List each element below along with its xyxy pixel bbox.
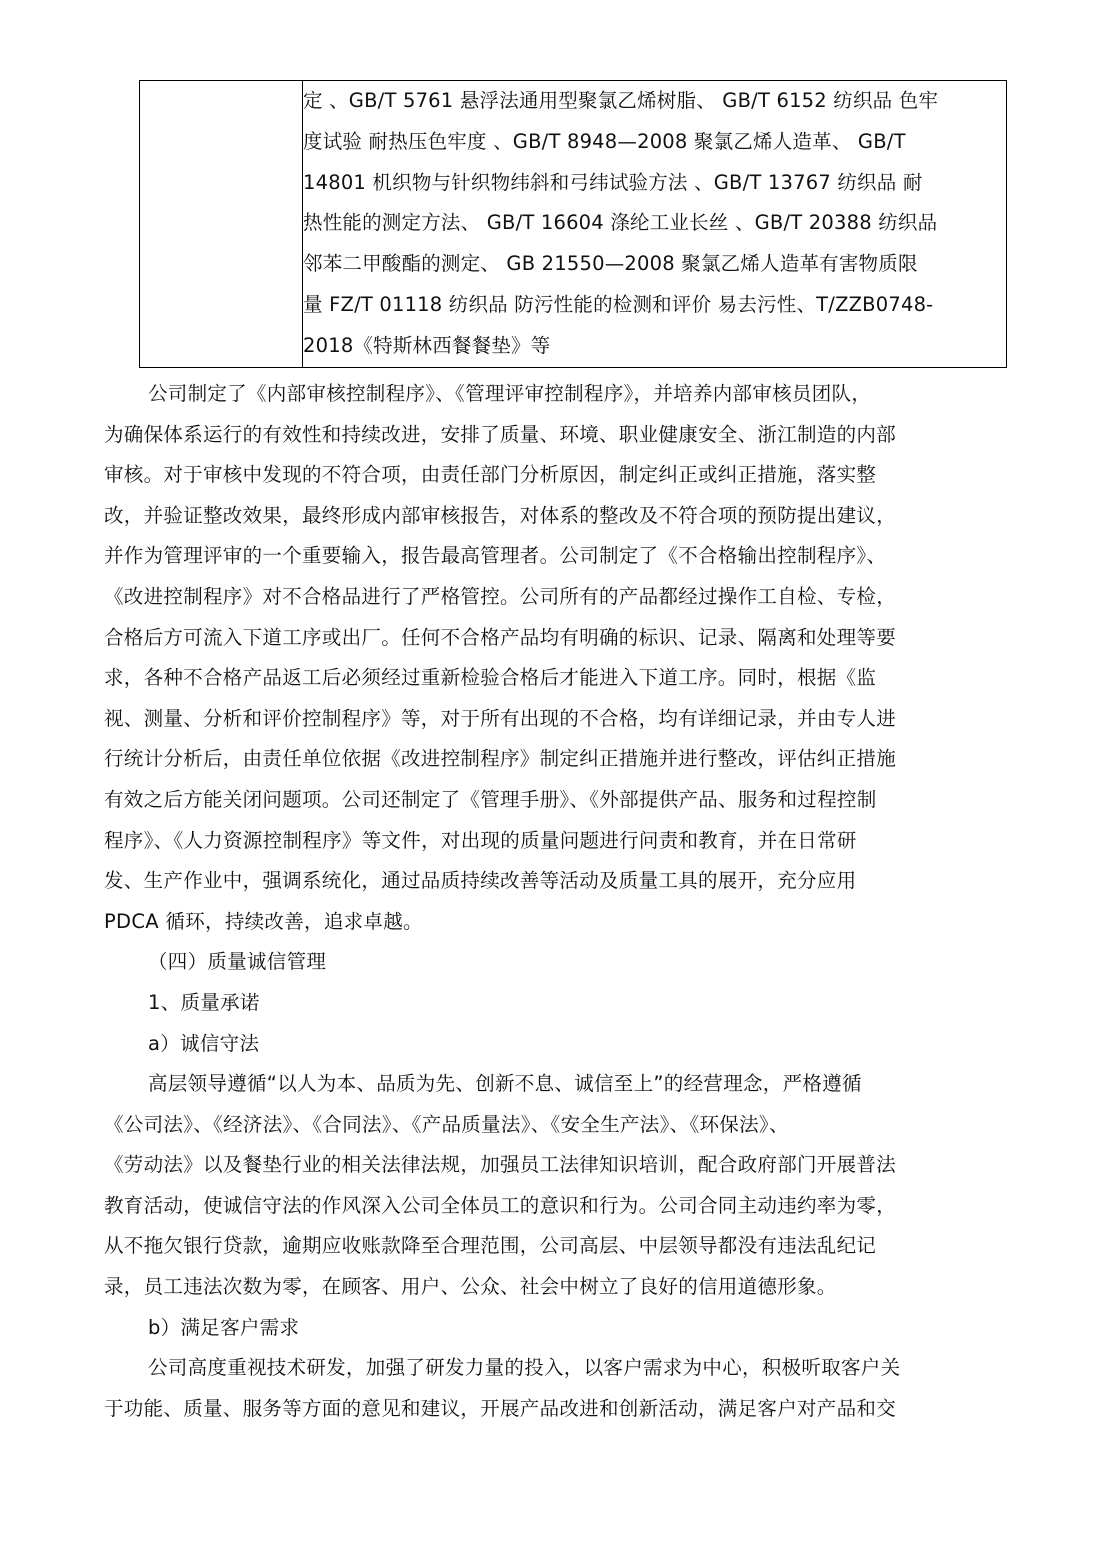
table-text-line: 量 FZ/T 01118 纺织品 防污性能的检测和评价 易去污性、T/ZZB0748- [303, 292, 934, 316]
paragraph-line: 审核。对于审核中发现的不符合项，由责任部门分析原因，制定纠正或纠正措施，落实整 [104, 463, 877, 487]
table-text-line: 热性能的测定方法、 GB/T 16604 涤纶工业长丝 、GB/T 20388 纺织品 [303, 211, 938, 235]
section-heading: （四）质量诚信管理 [148, 950, 327, 974]
paragraph-line: 行统计分析后，由责任单位依据《改进控制程序》制定纠正措施并进行整改，评估纠正措施 [104, 747, 897, 771]
paragraph-line: PDCA 循环，持续改善，追求卓越。 [104, 909, 423, 933]
item-heading: a）诚信守法 [148, 1031, 260, 1055]
paragraph-line: 并作为管理评审的一个重要输入，报告最高管理者。公司制定了《不合格输出控制程序》、 [104, 544, 887, 568]
paragraph-line: 高层领导遵循“以人为本、品质为先、创新不息、诚信至上”的经营理念，严格遵循 [148, 1072, 862, 1096]
subsection-heading: 1、质量承诺 [148, 990, 260, 1014]
paragraph-line: 录，员工违法次数为零，在顾客、用户、公众、社会中树立了良好的信用道德形象。 [104, 1275, 837, 1299]
item-heading: b）满足客户需求 [148, 1315, 300, 1339]
paragraph-line: 发、生产作业中，强调系统化，通过品质持续改善等活动及质量工具的展开，充分应用 [104, 869, 857, 893]
paragraph-line: 有效之后方能关闭问题项。公司还制定了《管理手册》、《外部提供产品、服务和过程控制 [104, 787, 877, 811]
paragraph-line: 合格后方可流入下道工序或出厂。任何不合格产品均有明确的标识、记录、隔离和处理等要 [104, 625, 897, 649]
table-text-line: 14801 机织物与针织物纬斜和弓纬试验方法 、GB/T 13767 纺织品 耐 [303, 170, 923, 194]
paragraph-line: 求，各种不合格产品返工后必须经过重新检验合格后才能进入下道工序。同时，根据《监 [104, 666, 877, 690]
paragraph-line: 于功能、质量、服务等方面的意见和建议，开展产品改进和创新活动，满足客户对产品和交 [104, 1396, 897, 1420]
standards-table [139, 80, 1007, 368]
paragraph-line: 公司高度重视技术研发，加强了研发力量的投入，以客户需求为中心，积极听取客户关 [148, 1356, 901, 1380]
table-cell-standards [303, 81, 1007, 368]
table-text-line: 定 、GB/T 5761 悬浮法通用型聚氯乙烯树脂、 GB/T 6152 纺织品 色牢 [303, 89, 939, 112]
paragraph-line: 视、测量、分析和评价控制程序》等，对于所有出现的不合格，均有详细记录，并由专人进 [104, 706, 897, 730]
paragraph-line: 从不拖欠银行贷款，逾期应收账款降至合理范围，公司高层、中层领导都没有违法乱纪记 [104, 1234, 877, 1258]
paragraph-line: 公司制定了《内部审核控制程序》、《管理评审控制程序》，并培养内部审核员团队， [148, 382, 872, 405]
table-text-line: 邻苯二甲酸酯的测定、 GB 21550—2008 聚氯乙烯人造革有害物质限 [303, 252, 918, 276]
body-text [104, 374, 994, 1429]
table-row [140, 81, 1007, 368]
table-cell-left [140, 81, 303, 368]
table-text-line: 度试验 耐热压色牢度 、GB/T 8948—2008 聚氯乙烯人造革、 GB/T [303, 129, 906, 153]
table-text-line: 2018《特斯林西餐餐垫》等 [303, 333, 551, 357]
paragraph-line: 程序》、《人力资源控制程序》等文件，对出现的质量问题进行问责和教育，并在日常研 [104, 828, 857, 852]
paragraph-line: 《公司法》、《经济法》、《合同法》、《产品质量法》、《安全生产法》、《环保法》、 [104, 1112, 789, 1136]
paragraph-line: 《劳动法》以及餐垫行业的相关法律法规，加强员工法律知识培训，配合政府部门开展普法 [104, 1153, 897, 1177]
paragraph-line: 教育活动，使诚信守法的作风深入公司全体员工的意识和行为。公司合同主动违约率为零， [104, 1193, 897, 1217]
paragraph-line: 《改进控制程序》对不合格品进行了严格管控。公司所有的产品都经过操作工自检、专检， [104, 584, 897, 608]
paragraph-line: 改，并验证整改效果，最终形成内部审核报告，对体系的整改及不符合项的预防提出建议， [104, 503, 897, 527]
paragraph-line: 为确保体系运行的有效性和持续改进，安排了质量、环境、职业健康安全、浙江制造的内部 [104, 422, 897, 446]
